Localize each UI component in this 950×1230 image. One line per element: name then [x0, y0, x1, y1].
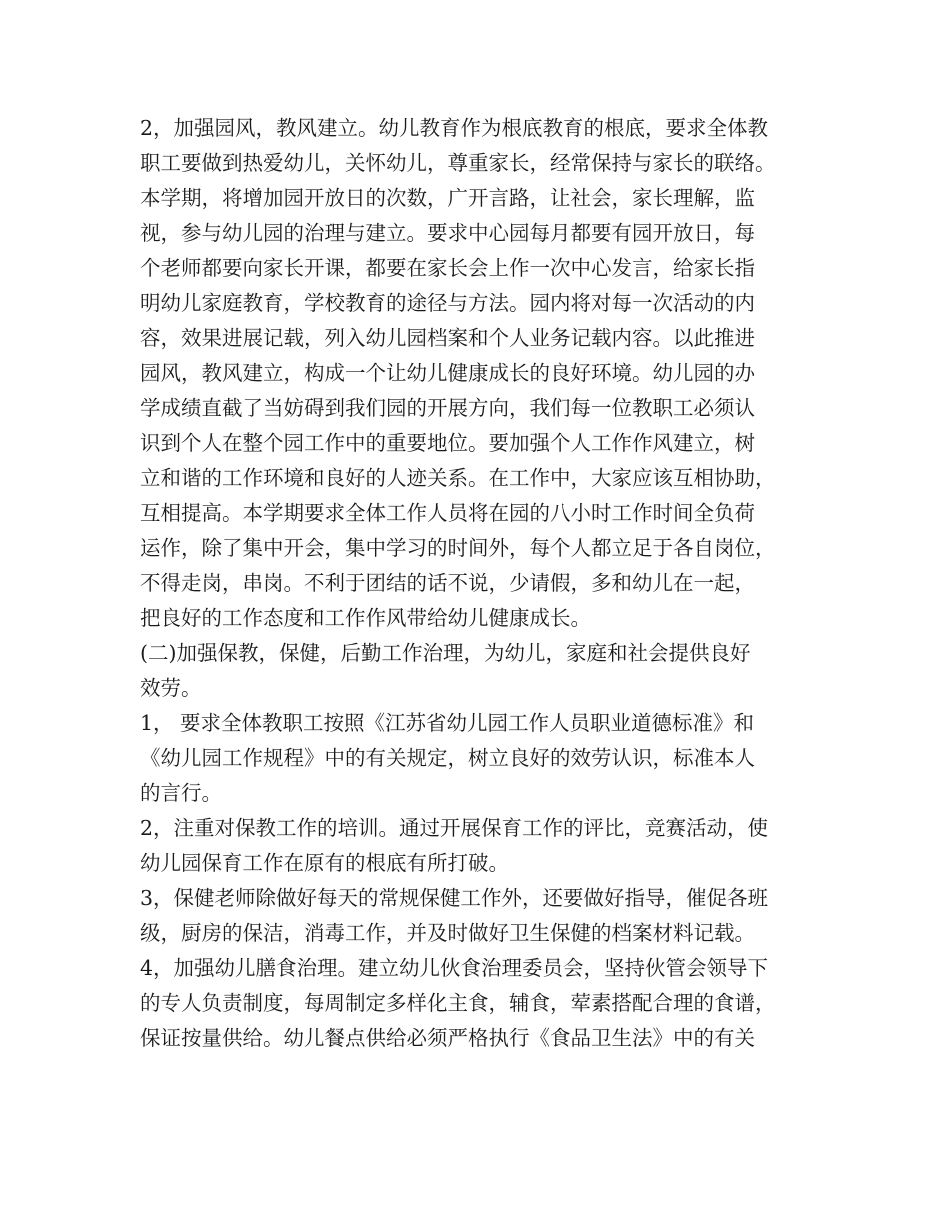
text-line: 把良好的工作态度和工作作风带给幼儿健康成长。 — [140, 606, 591, 630]
text-line: 2，加强园风，教风建立。幼儿教育作为根底教育的根底，要求全体教 — [140, 116, 769, 140]
document-body — [140, 111, 830, 1056]
text-line: 立和谐的工作环境和良好的人迹关系。在工作中，大家应该互相协助， — [140, 466, 776, 490]
text-line: 本学期，将增加园开放日的次数，广开言路，让社会，家长理解，监 — [140, 186, 755, 210]
section-heading: (二)加强保教，保健，后勤工作治理，为幼儿，家庭和社会提供良好 — [140, 641, 751, 665]
text-line: 4，加强幼儿膳食治理。建立幼儿伙食治理委员会，坚持伙管会领导下 — [140, 956, 769, 980]
text-line: 学成绩直截了当妨碍到我们园的开展方向，我们每一位教职工必须认 — [140, 396, 755, 420]
text-line: 的专人负责制度，每周制定多样化主食，辅食，荤素搭配合理的食谱， — [140, 991, 776, 1015]
text-line: 《幼儿园工作规程》中的有关规定，树立良好的效劳认识，标准本人 — [140, 746, 755, 770]
text-line: 明幼儿家庭教育，学校教育的途径与方法。园内将对每一次活动的内 — [140, 291, 755, 315]
text-line: 不得走岗，串岗。不利于团结的话不说，少请假，多和幼儿在一起， — [140, 571, 755, 595]
text-line: 保证按量供给。幼儿餐点供给必须严格执行《食品卫生法》中的有关 — [140, 1026, 755, 1050]
text-line: 视，参与幼儿园的治理与建立。要求中心园每月都要有园开放日，每 — [140, 221, 755, 245]
text-line: 容，效果进展记载，列入幼儿园档案和个人业务记载内容。以此推进 — [140, 326, 755, 350]
text-line: 效劳。 — [140, 676, 202, 700]
text-line: 1， 要求全体教职工按照《江苏省幼儿园工作人员职业道德标准》和 — [140, 711, 755, 735]
text-line: 3，保健老师除做好每天的常规保健工作外，还要做好指导，催促各班 — [140, 886, 769, 910]
text-line: 幼儿园保育工作在原有的根底有所打破。 — [140, 851, 509, 875]
text-line: 园风，教风建立，构成一个让幼儿健康成长的良好环境。幼儿园的办 — [140, 361, 755, 385]
text-line: 职工要做到热爱幼儿，关怀幼儿，尊重家长，经常保持与家长的联络。 — [140, 151, 776, 175]
text-line: 识到个人在整个园工作中的重要地位。要加强个人工作作风建立，树 — [140, 431, 755, 455]
text-line: 2，注重对保教工作的培训。通过开展保育工作的评比，竞赛活动，使 — [140, 816, 769, 840]
text-line: 个老师都要向家长开课，都要在家长会上作一次中心发言，给家长指 — [140, 256, 755, 280]
text-line: 级，厨房的保洁，消毒工作，并及时做好卫生保健的档案材料记载。 — [140, 921, 755, 945]
text-line: 的言行。 — [140, 781, 222, 805]
text-line: 互相提高。本学期要求全体工作人员将在园的八小时工作时间全负荷 — [140, 501, 755, 525]
text-line: 运作，除了集中开会，集中学习的时间外，每个人都立足于各自岗位， — [140, 536, 776, 560]
